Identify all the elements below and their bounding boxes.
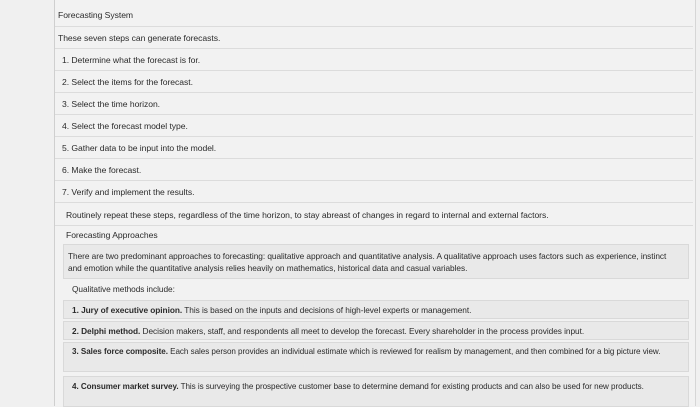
step-item: 3. Select the time horizon. <box>62 99 161 109</box>
approaches-text: There are two predominant approaches to forecasting: qualitative approach and quantitative analysis. A qualitative approach uses factors such as experience, instinct and emotion while the quantitative analysis relies heavily on mathematics, historical data and casual variables. <box>68 251 667 273</box>
divider <box>55 225 693 226</box>
method-text: Each sales person provides an individual estimate which is reviewed for realism by management, and then combined for a big picture view. <box>167 347 661 356</box>
qualitative-heading: Qualitative methods include: <box>72 284 175 294</box>
method-item <box>72 346 676 357</box>
step-item: 2. Select the items for the forecast. <box>62 77 193 87</box>
step-item: 1. Determine what the forecast is for. <box>62 55 201 65</box>
divider <box>55 26 693 27</box>
step-item: 4. Select the forecast model type. <box>62 121 188 131</box>
method-item <box>72 381 676 392</box>
method-label: 2. Delphi method. <box>72 326 141 336</box>
step-item: 7. Verify and implement the results. <box>62 187 195 197</box>
method-text: Decision makers, staff, and respondents all meet to develop the forecast. Every shareholder in the process provides input. <box>140 326 585 336</box>
divider <box>55 92 693 93</box>
divider <box>55 202 693 203</box>
step-item: 6. Make the forecast. <box>62 165 142 175</box>
divider <box>55 180 693 181</box>
divider <box>55 114 693 115</box>
method-label: 1. Jury of executive opinion. <box>72 305 183 315</box>
routine-text: Routinely repeat these steps, regardless of the time horizon, to stay abreast of changes in regard to internal and external factors. <box>66 210 549 220</box>
divider <box>55 136 693 137</box>
method-text: This is surveying the prospective customer base to determine demand for existing products and can also be used for new products. <box>178 382 644 391</box>
method-text: This is based on the inputs and decisions of high-level experts or management. <box>182 305 472 315</box>
divider <box>55 158 693 159</box>
intro-text: These seven steps can generate forecasts. <box>58 33 221 43</box>
page-title: Forecasting System <box>58 10 134 20</box>
method-item <box>72 305 471 316</box>
divider <box>55 70 693 71</box>
method-label: 4. Consumer market survey. <box>72 382 179 391</box>
step-item: 5. Gather data to be input into the model. <box>62 143 217 153</box>
method-label: 3. Sales force composite. <box>72 347 168 356</box>
method-item <box>72 326 584 337</box>
approaches-heading: Forecasting Approaches <box>66 230 158 240</box>
divider <box>55 48 693 49</box>
